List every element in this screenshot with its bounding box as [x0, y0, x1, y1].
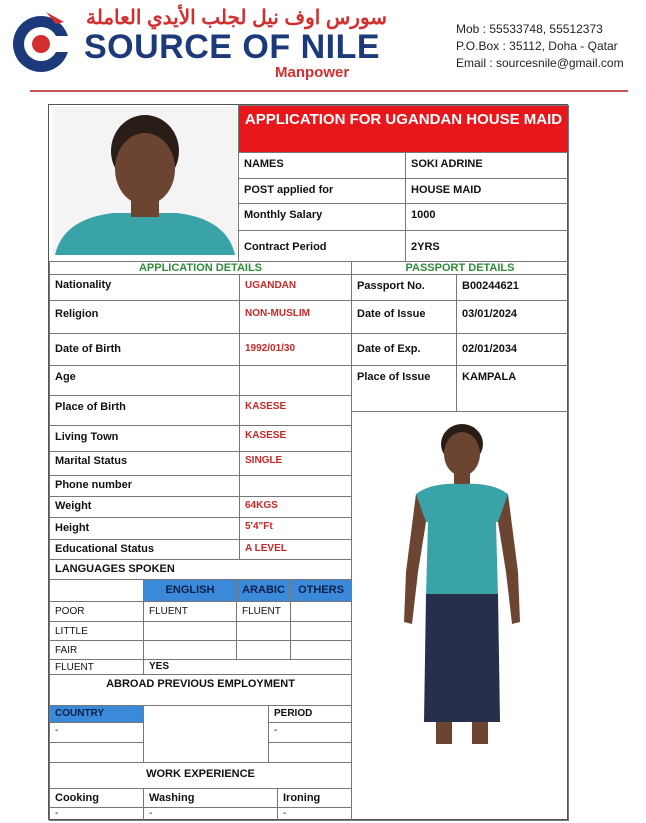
company-subtitle: Manpower [275, 64, 350, 81]
fluent-english: YES [143, 659, 352, 675]
passport-no-label: Passport No. [351, 274, 457, 301]
full-body-photo-frame [351, 411, 569, 821]
little-arabic [236, 621, 291, 641]
living-town-label: Living Town [49, 425, 240, 452]
post-value: HOUSE MAID [405, 178, 569, 204]
washing-value: - [143, 807, 278, 821]
place-of-issue-label: Place of Issue [351, 365, 457, 412]
cooking-value: - [49, 807, 144, 821]
salary-label: Monthly Salary [238, 203, 406, 231]
full-body-photo [392, 422, 532, 752]
nationality-value: UGANDAN [239, 274, 352, 301]
marital-status-label: Marital Status [49, 451, 240, 476]
place-of-birth-value: KASESE [239, 395, 352, 426]
names-label: NAMES [238, 152, 406, 179]
email: Email : sourcesnile@gmail.com [456, 56, 624, 70]
phone-value [239, 475, 352, 497]
post-label: POST applied for [238, 178, 406, 204]
dob-value: 1992/01/30 [239, 333, 352, 366]
contract-value: 2YRS [405, 230, 569, 262]
company-name-arabic: سورس اوف نيل لجلب الأيدي العاملة [86, 7, 388, 29]
ironing-value: - [277, 807, 352, 821]
application-details-heading: APPLICATION DETAILS [49, 261, 352, 275]
fair-others [290, 640, 352, 660]
passport-details-heading: PASSPORT DETAILS [351, 261, 569, 275]
nationality-label: Nationality [49, 274, 240, 301]
little-english [143, 621, 237, 641]
employment-heading: ABROAD PREVIOUS EMPLOYMENT [49, 674, 352, 706]
form-title: APPLICATION FOR UGANDAN HOUSE MAID [238, 105, 569, 153]
globe-c-logo-icon [6, 6, 76, 76]
marital-status-value: SINGLE [239, 451, 352, 476]
language-level-fair: FAIR [49, 640, 144, 660]
place-of-birth-label: Place of Birth [49, 395, 240, 426]
poor-others [290, 601, 352, 622]
weight-label: Weight [49, 496, 240, 518]
company-name: SOURCE OF NILE [84, 28, 381, 66]
education-label: Educational Status [49, 539, 240, 560]
language-col-others: OTHERS [290, 579, 352, 602]
mobile-numbers: Mob : 55533748, 55512373 [456, 22, 603, 36]
names-value: SOKI ADRINE [405, 152, 569, 179]
header-divider [30, 90, 628, 92]
application-form [48, 104, 568, 820]
fair-arabic [236, 640, 291, 660]
date-of-issue-label: Date of Issue [351, 300, 457, 334]
language-level-fluent: FLUENT [49, 659, 144, 675]
language-level-little: LITTLE [49, 621, 144, 641]
religion-label: Religion [49, 300, 240, 334]
education-value: A LEVEL [239, 539, 352, 560]
poor-english: FLUENT [143, 601, 237, 622]
employment-period-2 [268, 742, 352, 763]
little-others [290, 621, 352, 641]
work-item-ironing: Ironing [277, 788, 352, 808]
language-col-arabic: ARABIC [236, 579, 291, 602]
date-of-exp-label: Date of Exp. [351, 333, 457, 366]
language-level-poor: POOR [49, 601, 144, 622]
passport-no-value: B00244621 [456, 274, 569, 301]
work-experience-heading: WORK EXPERIENCE [49, 762, 352, 789]
living-town-value: KASESE [239, 425, 352, 452]
languages-corner [49, 579, 144, 602]
employment-country-1: - [49, 722, 144, 743]
poor-arabic: FLUENT [236, 601, 291, 622]
dob-label: Date of Birth [49, 333, 240, 366]
height-label: Height [49, 517, 240, 540]
employment-country-header: COUNTRY [49, 705, 144, 723]
letterhead [0, 0, 646, 96]
headshot-photo [53, 107, 237, 255]
age-value [239, 365, 352, 396]
employment-middle-cell [143, 705, 269, 763]
religion-value: NON-MUSLIM [239, 300, 352, 334]
employment-period-1: - [268, 722, 352, 743]
salary-value: 1000 [405, 203, 569, 231]
date-of-exp-value: 02/01/2034 [456, 333, 569, 366]
date-of-issue-value: 03/01/2024 [456, 300, 569, 334]
phone-label: Phone number [49, 475, 240, 497]
languages-heading: LANGUAGES SPOKEN [49, 559, 352, 580]
employment-country-2 [49, 742, 144, 763]
language-col-english: ENGLISH [143, 579, 237, 602]
fair-english [143, 640, 237, 660]
contract-label: Contract Period [238, 230, 406, 262]
weight-value: 64KGS [239, 496, 352, 518]
work-item-washing: Washing [143, 788, 278, 808]
work-item-cooking: Cooking [49, 788, 144, 808]
employment-period-header: PERIOD [268, 705, 352, 723]
po-box: P.O.Box : 35112, Doha - Qatar [456, 39, 618, 53]
age-label: Age [49, 365, 240, 396]
height-value: 5'4"Ft [239, 517, 352, 540]
place-of-issue-value: KAMPALA [456, 365, 569, 412]
